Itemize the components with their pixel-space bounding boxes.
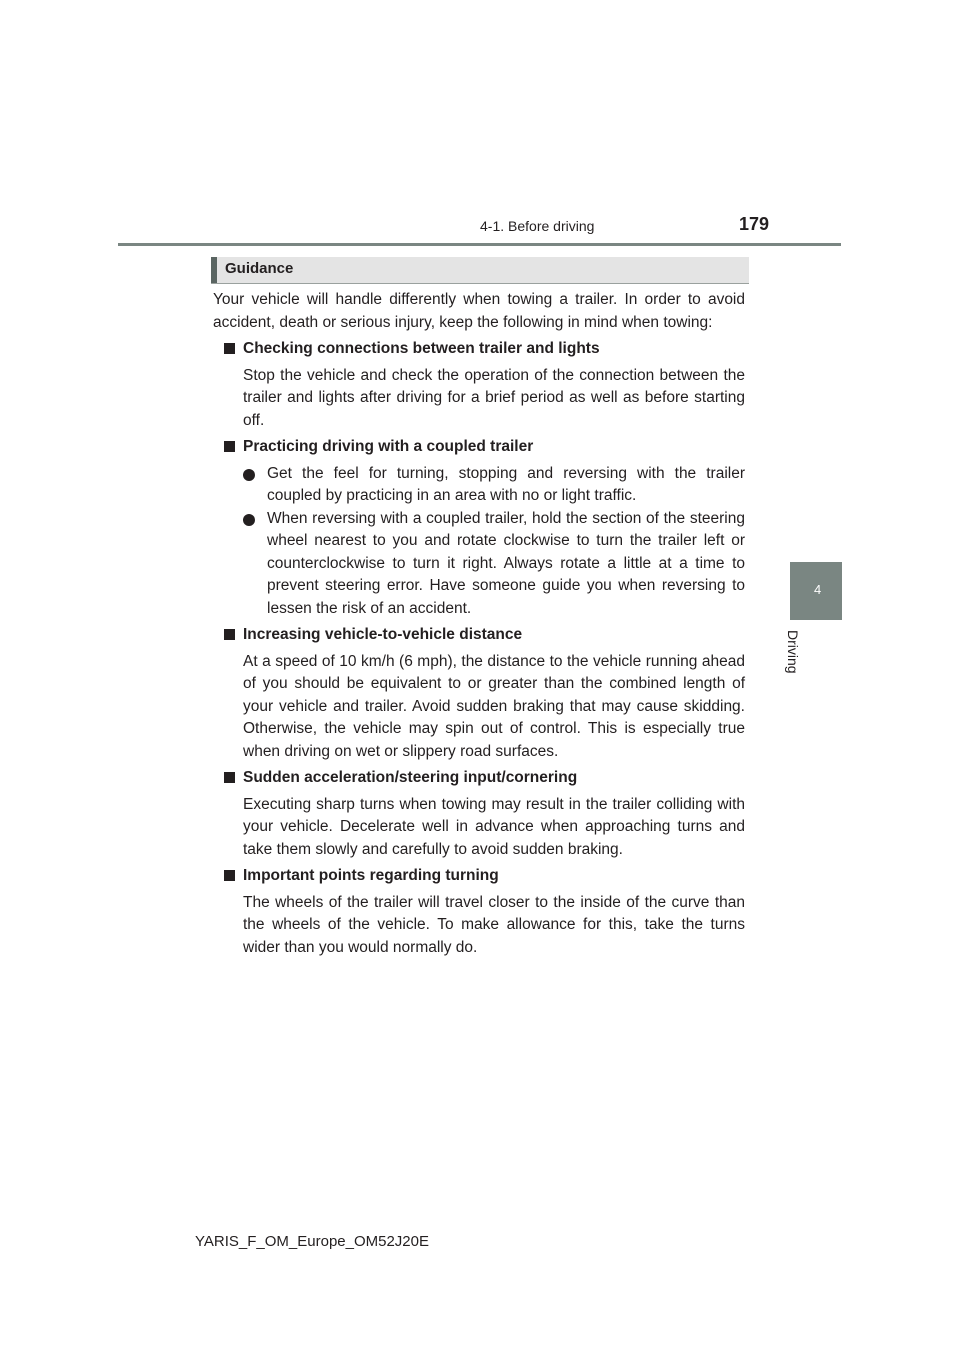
section-body: The wheels of the trailer will travel closer to the inside of the curve than the wheels of the vehicle. To make allowance for this, take the turns wider than you would normally do. <box>243 893 745 956</box>
section-checking-connections <box>213 338 745 432</box>
round-bullet-icon <box>243 514 255 526</box>
header-divider <box>118 243 841 246</box>
section-vehicle-distance <box>213 624 745 763</box>
guidance-content <box>213 289 745 959</box>
section-heading-text: Practicing driving with a coupled trailer <box>243 438 534 455</box>
section-sudden-acceleration <box>213 767 745 861</box>
page-number: 179 <box>739 214 770 234</box>
round-bullet-icon <box>243 469 255 481</box>
section-heading <box>213 865 745 888</box>
guidance-title: Guidance <box>225 260 294 277</box>
chapter-tab <box>790 562 842 620</box>
guidance-intro: Your vehicle will handle differently when towing a trailer. In order to avoid accident, death or serious injury, keep the following in mind when towing: <box>213 291 745 331</box>
section-heading-text: Checking connections between trailer and lights <box>243 340 600 357</box>
header-section-title: 4-1. Before driving <box>480 218 595 234</box>
square-bullet-icon <box>224 343 235 354</box>
bullet-text: When reversing with a coupled trailer, hold the section of the steering wheel nearest to you and rotate clockwise to turn the trailer left or counterclockwise to turn it right. Always rotate a little at a time to prevent steering error. Have someone guide you when reversing to lessen the risk of an accident. <box>267 509 745 617</box>
section-heading <box>213 767 745 790</box>
section-heading-text: Increasing vehicle-to-vehicle distance <box>243 626 523 643</box>
square-bullet-icon <box>224 629 235 640</box>
chapter-tab-number: 4 <box>814 582 822 597</box>
square-bullet-icon <box>224 441 235 452</box>
section-heading <box>213 624 745 647</box>
chapter-tab-label: Driving <box>785 630 801 674</box>
guidance-banner-accent <box>211 257 217 283</box>
chapter-tab-label-wrap <box>785 630 805 680</box>
document-code: YARIS_F_OM_Europe_OM52J20E <box>195 1233 430 1250</box>
bullet-text: Get the feel for turning, stopping and reversing with the trailer coupled by practicing in an area with no or light traffic. <box>267 464 745 504</box>
square-bullet-icon <box>224 870 235 881</box>
guidance-banner <box>211 257 749 284</box>
section-heading <box>213 436 745 459</box>
square-bullet-icon <box>224 772 235 783</box>
section-heading-text: Sudden acceleration/steering input/cornering <box>243 769 578 786</box>
bullet-item <box>213 508 745 621</box>
section-body: Executing sharp turns when towing may result in the trailer colliding with your vehicle. Decelerate well in advance when approaching turns and take them slowly and carefully to avoid sudden braking. <box>243 795 745 858</box>
section-practicing-driving <box>213 436 745 620</box>
section-heading <box>213 338 745 361</box>
section-heading-text: Important points regarding turning <box>243 867 499 884</box>
section-body: Stop the vehicle and check the operation of the connection between the trailer and lights after driving for a brief period as well as before starting off. <box>243 366 745 429</box>
section-turning <box>213 865 745 959</box>
section-body: At a speed of 10 km/h (6 mph), the distance to the vehicle running ahead of you should be equivalent to or greater than the combined length of your vehicle and trailer. Avoid sudden braking that may cause skidding. Otherwise, the vehicle may spin out of control. This is especially true when driving on wet or slippery road surfaces. <box>243 652 745 760</box>
bullet-item <box>213 463 745 508</box>
